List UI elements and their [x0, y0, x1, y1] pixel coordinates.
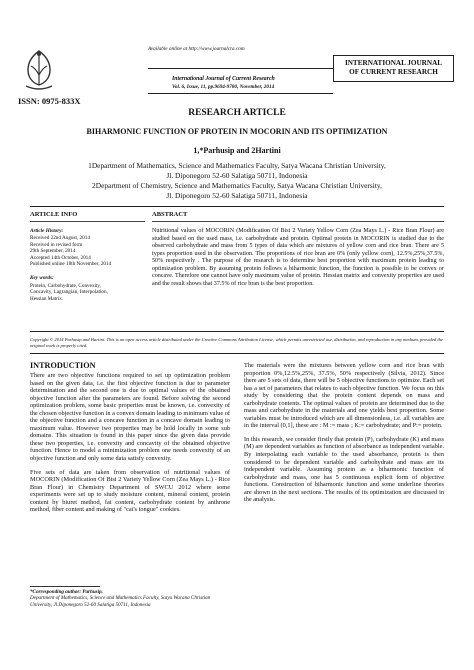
journal-name: International Journal of Current Research: [172, 76, 275, 82]
section-divider-top: [30, 206, 444, 207]
revised-label: Received in revised form: [30, 241, 83, 248]
affiliation-1: [20, 161, 454, 180]
revised-date: 29th September, 2014: [30, 248, 76, 255]
article-info-rule: [30, 221, 145, 222]
available-online: Available online at http://www.journalcra.com: [148, 46, 245, 52]
article-info: [30, 228, 145, 302]
accepted-date: Accepted 14th October, 2014: [30, 254, 91, 261]
journal-title-box: [333, 55, 454, 82]
right-column: [244, 362, 444, 510]
abstract-heading: ABSTRACT: [152, 211, 188, 218]
affiliation-1-line1: 1Department of Mathematics, Science and Mathematics Faculty, Satya Wacana Christian University,: [88, 161, 386, 170]
received-date: Received 22nd August, 2014: [30, 235, 90, 242]
article-title: BIHARMONIC FUNCTION OF PROTEIN IN MOCORIN AND ITS OPTIMIZATION: [86, 127, 388, 136]
history-label: Article History:: [30, 228, 64, 234]
corresponding-label: *Corresponding author: Parhusip,: [30, 589, 103, 595]
abstract-text: Nutritional values of MOCORIN (Modification Of Bisi 2 Variety Yellow Corn (Zea Mays L.) - Rice Bran Flour) are studied based on the used mass, i.e. carbohydrate and protein. Optimal protein in MOCORIN is studied due to the observed carbohydrate and mass from 5 types of data which are mixtures of yellow corn and rice bran. There are 5 types proportion used in the observation. The proportions of rice bran are 0% (only yellow corn), 12.5%,25%,37.5%, 50% respectively . The purpose of the research is to determine best proportion with maximum protein leading to optimization problem. By assuming protein follows a biharmonic function, the function is possible to be convex or concave. Therefore one cannot have only maximum value of protein. Hessian matrix and convexity properties are used and the result shows that 37.5% of rice bran is the best proportion.: [152, 228, 444, 287]
keywords-line3: Hessian Matrix.: [30, 295, 64, 302]
introduction-heading: INTRODUCTION: [30, 361, 96, 370]
journal-box-line2: OF CURRENT RESEARCH: [349, 68, 438, 76]
section-divider-mid: [30, 331, 444, 332]
article-type: RESEARCH ARTICLE: [188, 108, 286, 118]
journal-volume: Vol. 6, Issue, 11, pp.9694-9700, November, 2014: [172, 84, 275, 90]
affiliation-2: [20, 181, 454, 200]
published-date: Published online 18th November, 2014: [30, 261, 112, 268]
keywords-label: Key words:: [30, 275, 54, 282]
intro-paragraph-1: There are two objective functions required to set up optimization problem based on the given data, i.e. the first objective function is due to parameter determination and the second one is due to optimal values of the obtained objective function after the parameters are found. Before solving the second optimization problem, some basic properties must be known, i.e. convexity of the chosen objective function in a convex domain leading to minimum value of the objective function and a concave function in a concave domain leading to maximum value. However two properties may be hold locally in some sub domains. This situation is found in this paper since the given data provide these two properties, i.e. convexity and concavity of the obtained objective function. Hence to model a minimization problem one needs convexity of an objective function and only some data satisfy convexity.: [30, 372, 230, 463]
journal-box-line1: INTERNATIONAL JOURNAL: [344, 59, 443, 67]
corresponding-address: Department of Mathematics, Science and Mathematics Faculty, Satya Wacana Christian University, Jl.Diponegoro 52-60 Salatiga 50711, Indonesia: [30, 595, 211, 608]
section-divider-bottom: [30, 353, 444, 354]
article-authors: 1,*Parhusip and 2Hartini: [193, 146, 281, 155]
header-rule-bottom: [148, 93, 333, 94]
keywords-line2: Concavity, Lagrangian, Interpolation,: [30, 289, 108, 296]
footnote-rule: [30, 586, 100, 587]
affiliation-2-line2: Jl. Diponegoro 52-60 Salatiga 50711, Indonesia: [166, 190, 308, 200]
affiliation-2-line1: 2Department of Chemistry, Science and Mathematics Faculty, Satya Wacana Christian University,: [92, 181, 382, 190]
affiliation-1-line2: Jl. Diponegoro 52-60 Salatiga 50711, Indonesia: [166, 170, 308, 180]
intro-paragraph-2: Five sets of data are taken from observation of nutritional values of MOCORIN (Modification Of Bisi 2 Variety Yellow Corn (Zea Mays L.) - Rice Bran Flour) in Chemistry Department of SWCU 2012 where some experiments were set up to study moisture content, mineral content, protein content by biuret method, fat content, carbohydrate content by anthrone method, fiber content and making of "cat's tongue" cookies.: [30, 468, 230, 514]
copyright-notice: Copyright © 2014 Parhusip and Hartini. This is an open access article distributed under the Creative Commons Attribution License, which permits unrestricted use, distribution, and reproduction in any medium, provided the original work is properly cited.: [30, 337, 443, 348]
left-column: [30, 372, 230, 520]
issn: ISSN: 0975-833X: [18, 96, 81, 106]
journal-logo-icon: [18, 48, 60, 94]
intro-paragraph-4: In this research, we consider firstly that protein (P), carbohydrate (K) and mass (M) are dependent variables as function of absorbance as independent variable. By interpolating each variable to the used absorbance, protein is then considered to be dependent variable and carbohydrate and mass are its independent variable. Assuming protein as a biharmonic function of carbohydrate and mass, one has 5 continuous explicit form of objective functions. Construction of biharmonic function and some underline theories are shown in the next sections. The results of its optimization are discussed in the analysis.: [244, 435, 444, 504]
header-rule-top: [148, 68, 333, 69]
keywords-line1: Protein, Carbohydrate, Convexity,: [30, 282, 101, 289]
intro-paragraph-3: The materials were the mixtures between yellow corn and rice bran with proportion 0%,12.5%,25%, 37.5%, 50% respectively (Silvia, 2012). Since there are 5 sets of data, there will be 5 objective functions to optimize. Each set has a set of parameters that relates to each objective function. We focus on this study by considering that the protein content depends on mass and carbohydrate contents. The optimal values of protein are determined due to the mass and carbohydrate in the materials and one yields best proportion. Some variables must be introduced which are all dimensionless, i.e. all variables are in the interval (0,1], these are : M := mass ; K:= carbohydrate; and P:= protein.: [244, 362, 444, 430]
abstract-rule: [152, 221, 444, 222]
article-info-heading: ARTICLE INFO: [30, 211, 78, 218]
corresponding-author: [30, 589, 230, 608]
